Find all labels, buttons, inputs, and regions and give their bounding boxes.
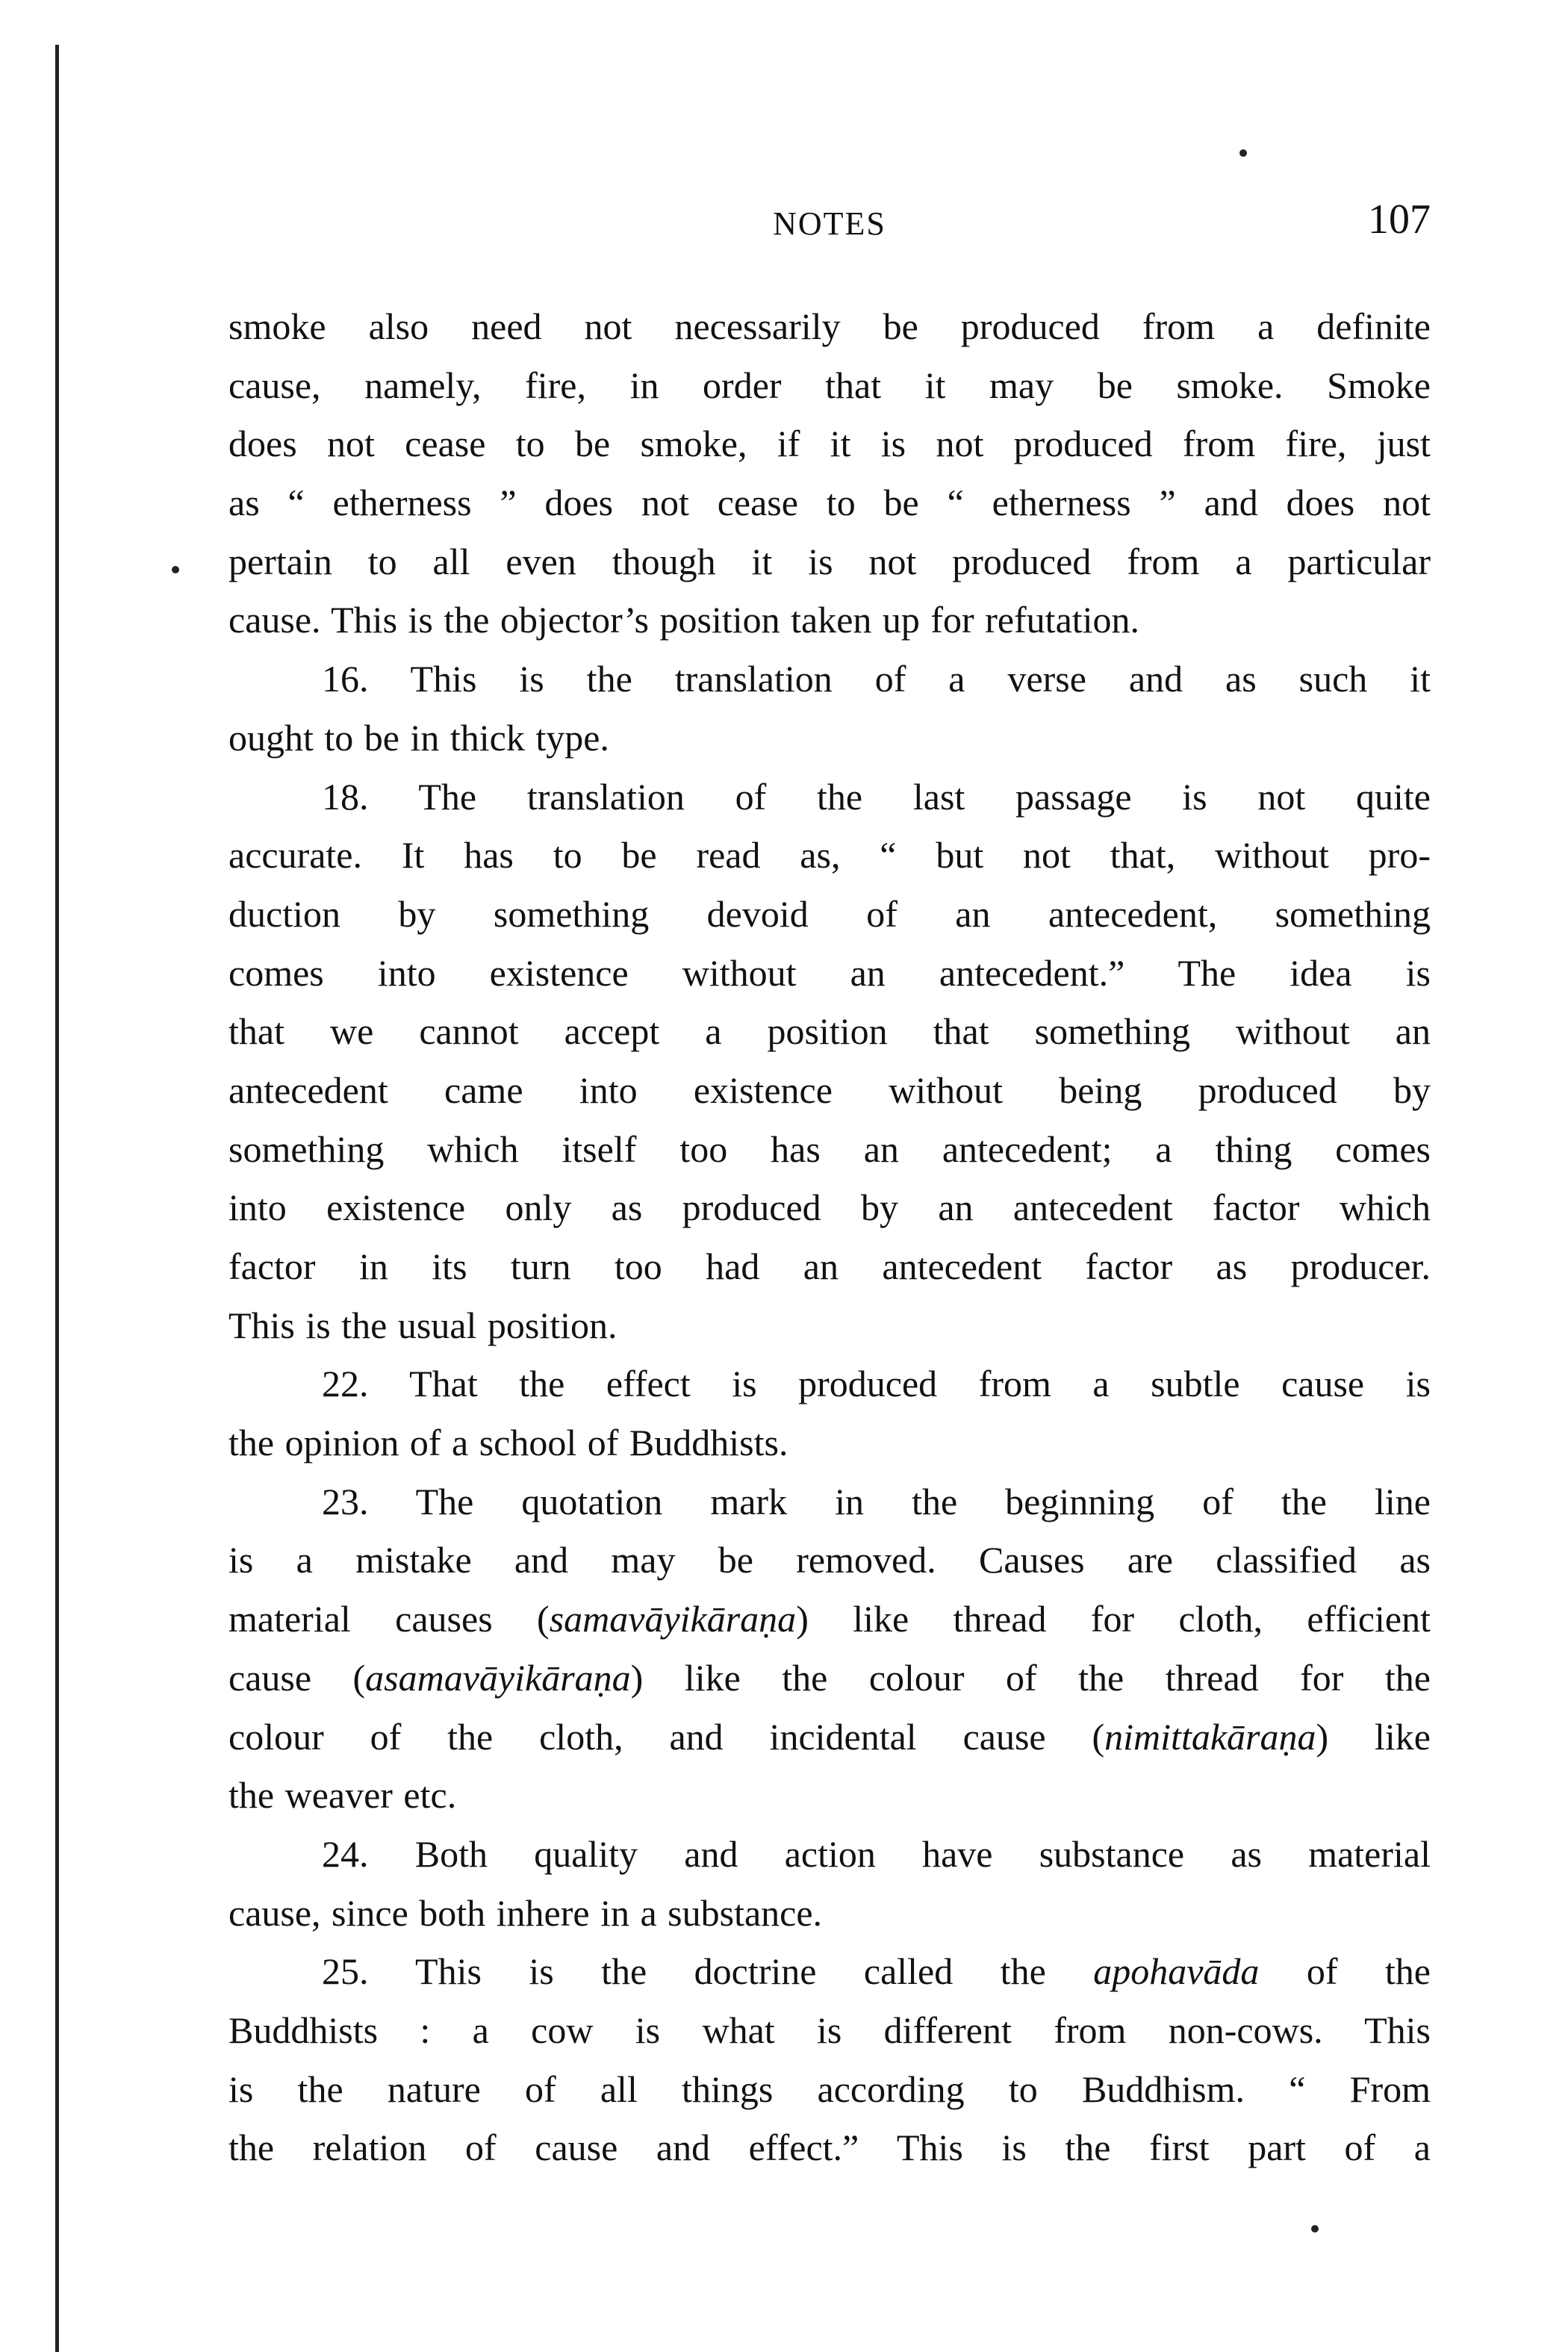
italic-term: asamavāyikāraṇa xyxy=(365,1656,631,1699)
text-segment: Buddhists : a cow is what is different from non-cows. This xyxy=(228,2009,1431,2051)
text-segment: the opinion of a school of Buddhists. xyxy=(228,1422,788,1464)
text-segment: of the xyxy=(1259,1950,1431,1993)
text-line xyxy=(228,1590,1431,1649)
text-line xyxy=(228,1354,1431,1413)
text-segment: into existence only as produced by an antecedent factor which xyxy=(228,1186,1431,1229)
text-line xyxy=(228,1472,1431,1531)
margin-mark xyxy=(172,566,179,573)
text-segment: 24. Both quality and action have substance as material xyxy=(322,1832,1431,1875)
text-line xyxy=(228,1178,1431,1237)
text-line xyxy=(228,1825,1431,1884)
text-segment: factor in its turn too had an antecedent factor as producer. xyxy=(228,1245,1431,1287)
text-segment: 23. The quotation mark in the beginning of the line xyxy=(322,1480,1431,1522)
text-line xyxy=(228,944,1431,1003)
notes-body xyxy=(228,297,1431,2177)
running-title: NOTES xyxy=(773,205,886,242)
text-segment: duction by something devoid of an antecedent, something xyxy=(228,892,1431,935)
text-line xyxy=(228,591,1431,650)
text-line xyxy=(228,2060,1431,2119)
text-line xyxy=(228,768,1431,827)
text-line xyxy=(228,1942,1431,2001)
italic-term: samavāyikāraṇa xyxy=(549,1598,797,1640)
page-binding-edge xyxy=(55,45,59,2352)
text-segment: cause, namely, fire, in order that it may be smoke. Smoke xyxy=(228,364,1431,406)
text-segment: ) like the colour of the thread for the xyxy=(630,1656,1431,1699)
text-line xyxy=(228,885,1431,944)
text-line xyxy=(228,709,1431,768)
text-segment: that we cannot accept a position that something without an xyxy=(228,1010,1431,1053)
text-segment: pertain to all even though it is not produced from a particular xyxy=(228,540,1431,582)
text-segment: ) like thread for cloth, efficient xyxy=(796,1598,1431,1640)
page-number: 107 xyxy=(1368,196,1431,243)
text-segment: cause. This is the objector’s position taken up for refutation. xyxy=(228,599,1140,641)
italic-term: apohavāda xyxy=(1093,1950,1260,1993)
text-segment: as “ etherness ” does not cease to be “ etherness ” and does not xyxy=(228,482,1431,524)
text-segment: accurate. It has to be read as, “ but not that, without pro- xyxy=(228,834,1431,877)
text-line xyxy=(228,1649,1431,1708)
text-line xyxy=(228,2001,1431,2060)
text-segment: smoke also need not necessarily be produced from a definite xyxy=(228,305,1431,347)
text-line xyxy=(228,1002,1431,1061)
text-line xyxy=(228,650,1431,709)
text-segment: the weaver etc. xyxy=(228,1774,457,1817)
text-line xyxy=(228,1237,1431,1296)
text-segment: does not cease to be smoke, if it is not produced from fire, just xyxy=(228,423,1431,465)
text-segment: something which itself too has an antecedent; a thing comes xyxy=(228,1127,1431,1170)
text-segment: ) like xyxy=(1316,1715,1431,1758)
text-segment: 25. This is the doctrine called the xyxy=(322,1950,1094,1993)
scan-speck xyxy=(1239,149,1247,157)
text-line xyxy=(228,414,1431,473)
text-segment: comes into existence without an antecedent.” The idea is xyxy=(228,951,1431,994)
text-line xyxy=(228,297,1431,356)
text-line xyxy=(228,826,1431,885)
italic-term: nimittakāraṇa xyxy=(1104,1715,1316,1758)
text-line xyxy=(228,1884,1431,1943)
text-line xyxy=(228,1120,1431,1179)
text-segment: is a mistake and may be removed. Causes are classified as xyxy=(228,1539,1431,1581)
page-header xyxy=(228,196,1431,248)
text-segment: This is the usual position. xyxy=(228,1304,617,1346)
text-segment: 22. That the effect is produced from a subtle cause is xyxy=(322,1363,1431,1405)
text-line xyxy=(228,1296,1431,1355)
scan-speck xyxy=(1311,2225,1319,2233)
text-line xyxy=(228,1061,1431,1120)
text-line xyxy=(228,1766,1431,1825)
text-line xyxy=(228,1413,1431,1472)
text-segment: cause, since both inhere in a substance. xyxy=(228,1891,823,1934)
text-segment: colour of the cloth, and incidental cause ( xyxy=(228,1715,1105,1758)
text-line xyxy=(228,1531,1431,1590)
text-segment: ought to be in thick type. xyxy=(228,716,609,759)
text-segment: antecedent came into existence without being produced by xyxy=(228,1068,1431,1111)
text-line xyxy=(228,473,1431,532)
text-segment: cause ( xyxy=(228,1656,366,1699)
text-segment: 16. This is the translation of a verse and as such it xyxy=(322,658,1431,700)
text-line xyxy=(228,356,1431,415)
text-line xyxy=(228,1708,1431,1767)
text-segment: the relation of cause and effect.” This is the first part of a xyxy=(228,2127,1431,2169)
text-segment: material causes ( xyxy=(228,1598,550,1640)
text-segment: 18. The translation of the last passage is not quite xyxy=(322,775,1431,818)
text-segment: is the nature of all things according to Buddhism. “ From xyxy=(228,2068,1431,2110)
text-line xyxy=(228,532,1431,591)
text-line xyxy=(228,2118,1431,2177)
